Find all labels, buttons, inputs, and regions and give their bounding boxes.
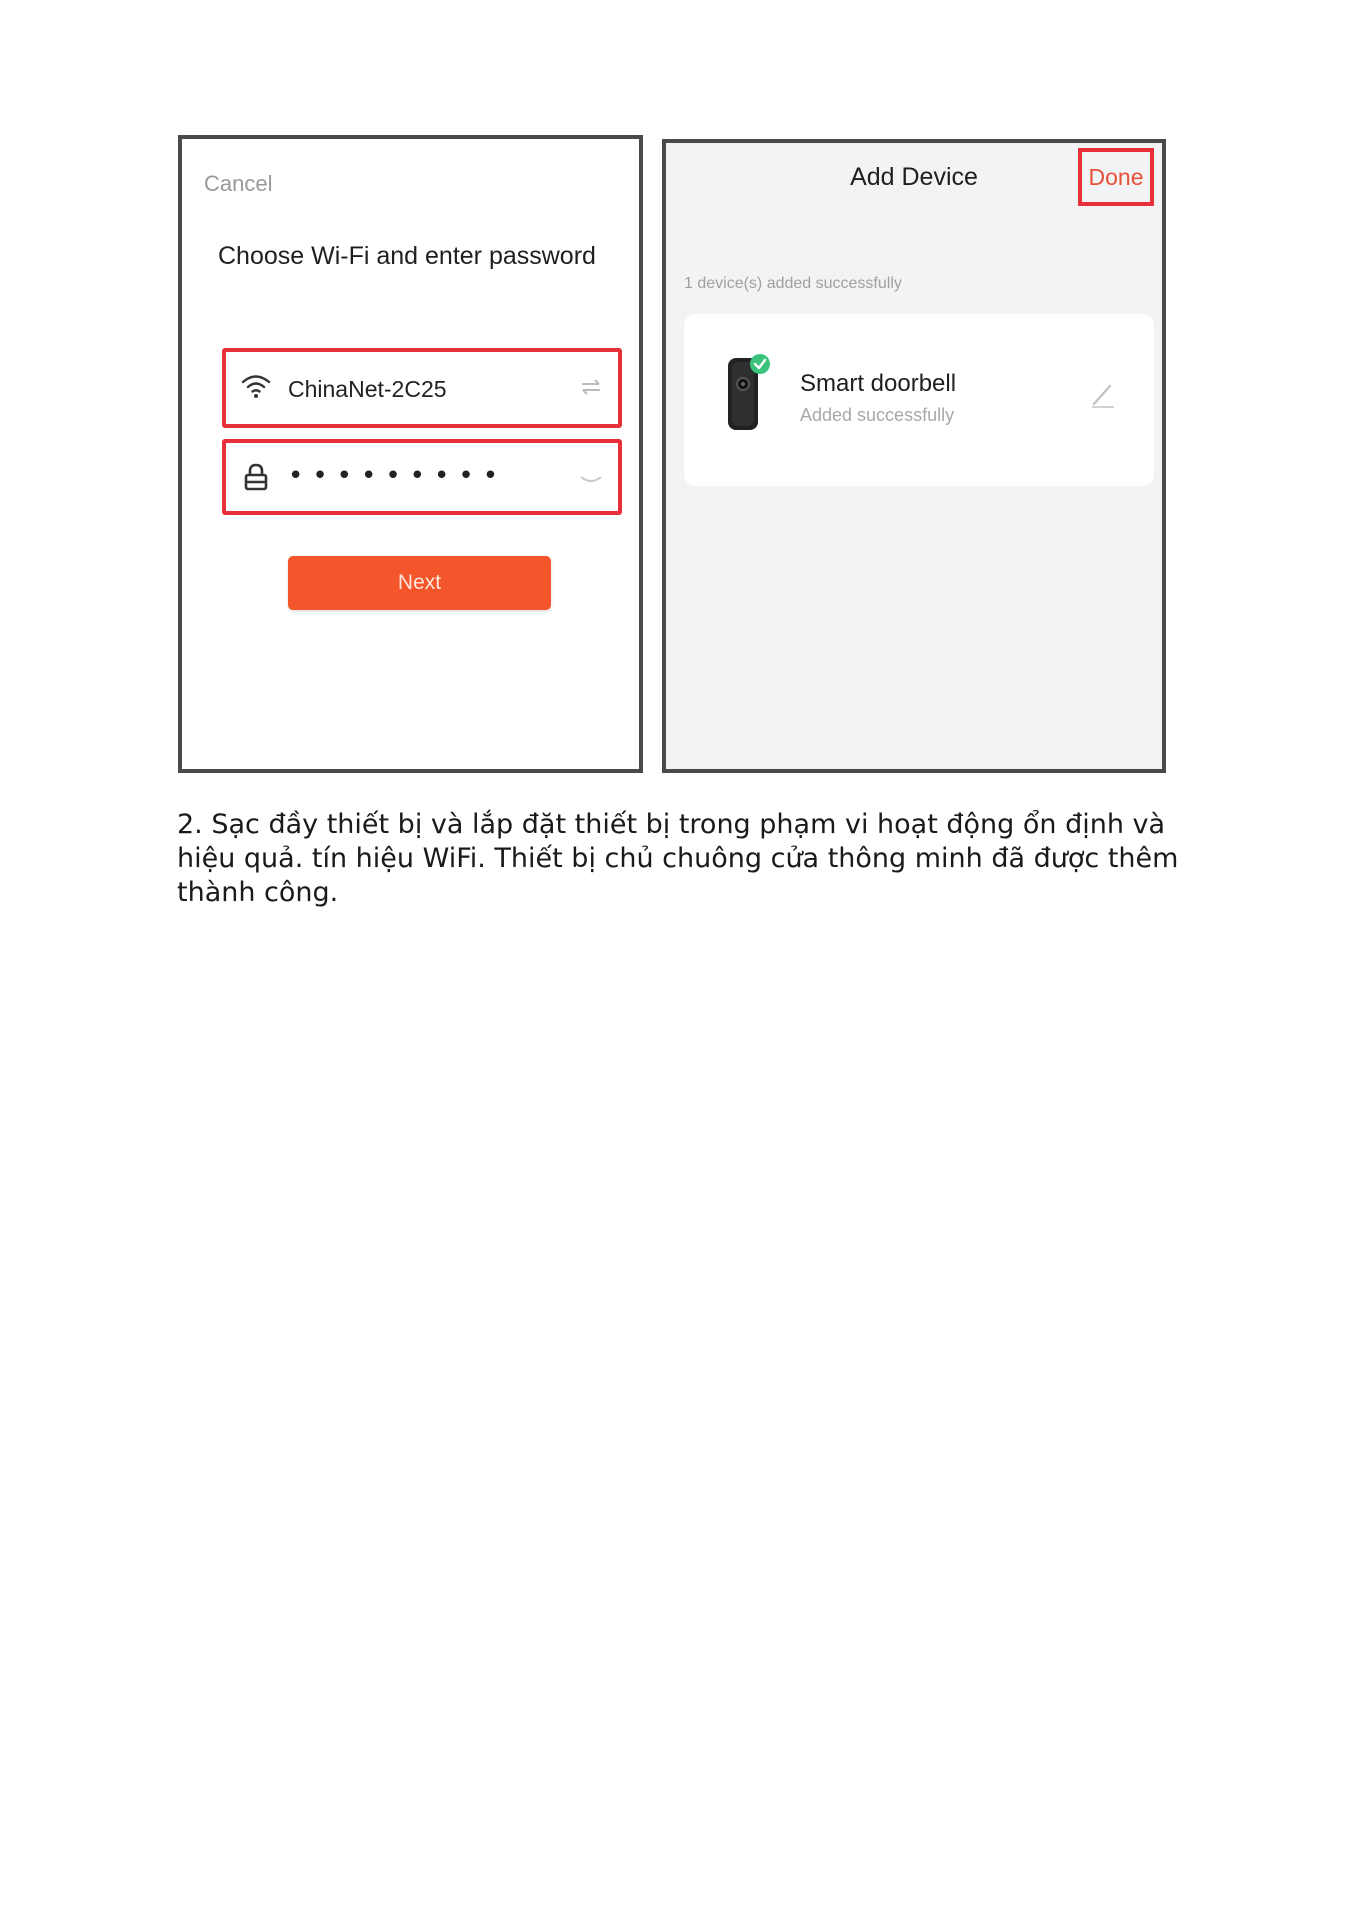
instruction-caption: 2. Sạc đầy thiết bị và lắp đặt thiết bị trong phạm vi hoạt động ổn định và hiệu quả. tín hiệu WiFi. Thiết bị chủ chuông cửa thông minh đã được thêm thành công. (177, 809, 1179, 908)
wifi-setup-screenshot (178, 135, 643, 773)
doorbell-icon (724, 354, 770, 434)
edit-icon[interactable] (1088, 380, 1118, 410)
wifi-network-field[interactable] (222, 348, 622, 428)
password-value: ••••••••• (288, 461, 508, 491)
page-title: Add Device (850, 163, 978, 191)
wifi-network-name: ChinaNet-2C25 (288, 376, 447, 402)
device-name: Smart doorbell (800, 370, 957, 397)
cancel-link[interactable]: Cancel (204, 171, 273, 196)
wifi-icon (240, 370, 272, 402)
eye-icon[interactable] (578, 467, 604, 489)
lock-icon (240, 461, 272, 493)
next-button[interactable]: Next (288, 556, 551, 610)
device-card[interactable] (684, 314, 1154, 486)
device-status: Added successfully (800, 405, 955, 425)
screen-heading: Choose Wi-Fi and enter password (218, 242, 596, 270)
check-icon (750, 354, 770, 374)
switch-icon[interactable] (578, 376, 604, 398)
added-count-text: 1 device(s) added successfully (684, 275, 902, 292)
password-field[interactable] (222, 439, 622, 515)
done-button[interactable]: Done (1078, 148, 1154, 206)
add-device-screenshot (662, 139, 1166, 773)
